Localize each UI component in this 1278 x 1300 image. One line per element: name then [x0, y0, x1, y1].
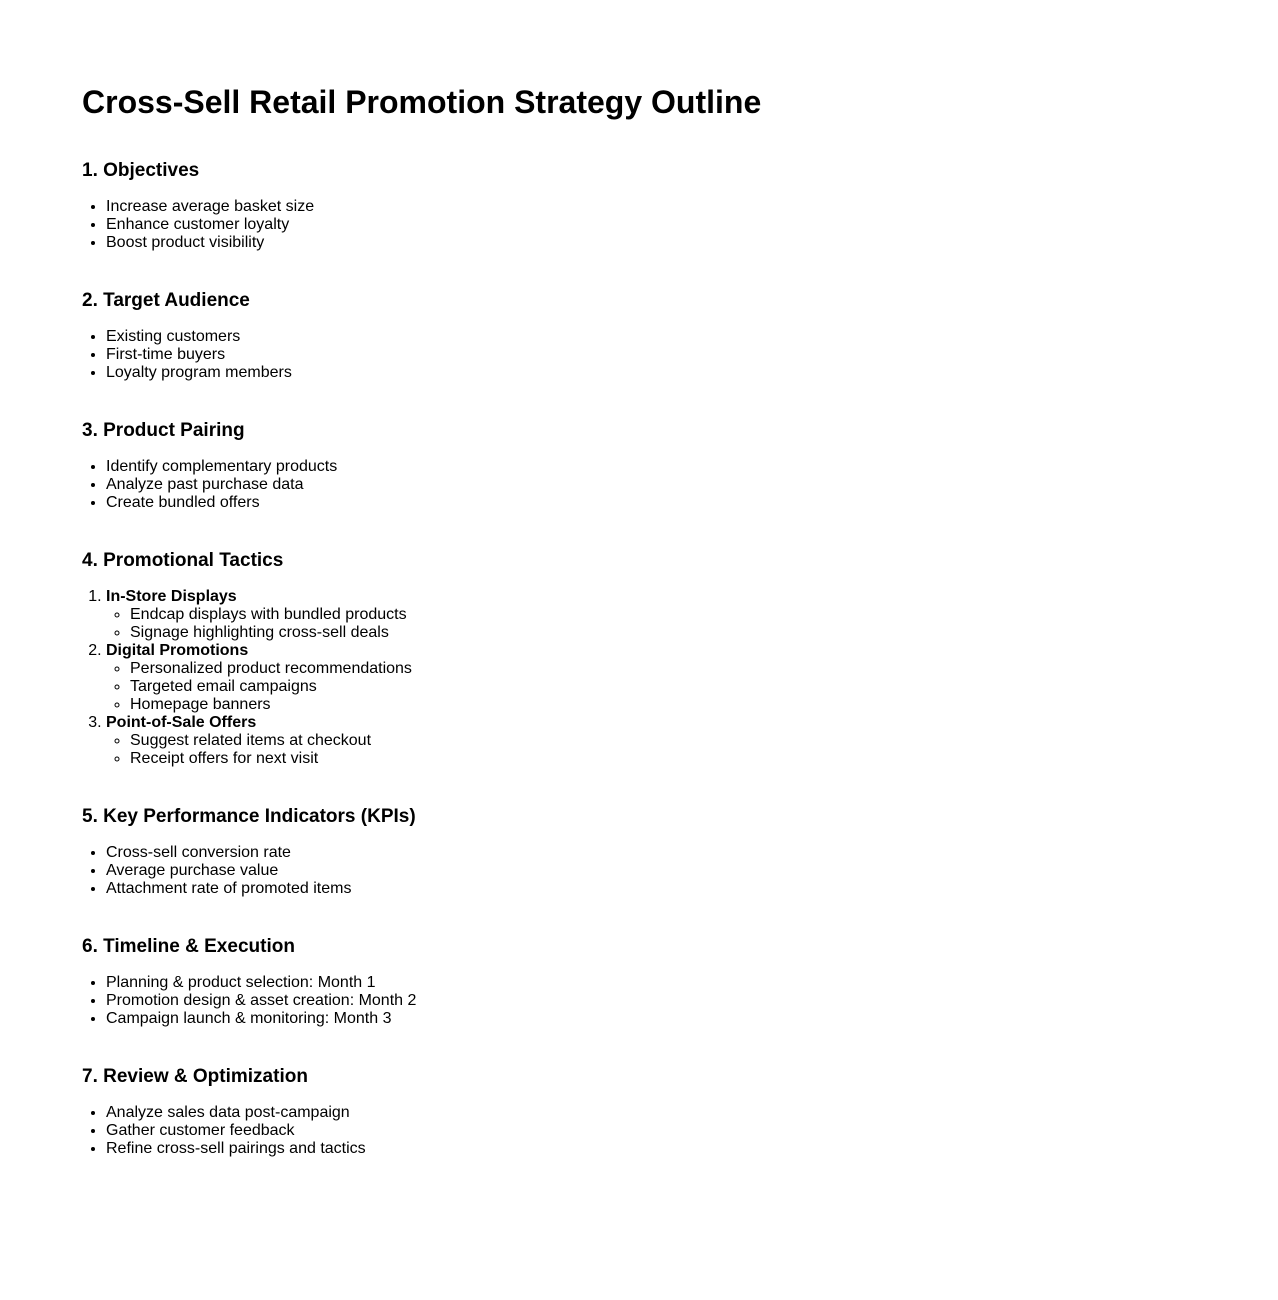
list-item: • Create bundled offers	[106, 494, 1278, 512]
bullet-list	[82, 458, 1278, 512]
section-target-audience	[82, 290, 1278, 382]
list-item: • Planning & product selection: Month 1	[106, 974, 1278, 992]
page-title: Cross-Sell Retail Promotion Strategy Outline	[82, 84, 762, 120]
sub-list	[106, 660, 1278, 714]
list-item: • Existing customers	[106, 328, 1278, 346]
section-heading: 3. Product Pairing	[82, 420, 245, 441]
list-item: • Analyze past purchase data	[106, 476, 1278, 494]
tactic-title: In-Store Displays	[106, 588, 237, 605]
section-heading: 5. Key Performance Indicators (KPIs)	[82, 806, 416, 827]
list-item: • First-time buyers	[106, 346, 1278, 364]
section-heading: 6. Timeline & Execution	[82, 936, 295, 957]
list-item: • Refine cross-sell pairings and tactics	[106, 1140, 1278, 1158]
list-item: • Boost product visibility	[106, 234, 1278, 252]
sub-list	[106, 732, 1278, 768]
tactic-title: Point-of-Sale Offers	[106, 714, 257, 731]
sub-list-item: ◦ Endcap displays with bundled products	[130, 606, 1278, 624]
tactics-list	[82, 588, 1278, 768]
tactic-item	[106, 642, 1278, 714]
list-item: • Average purchase value	[106, 862, 1278, 880]
section-timeline	[82, 936, 1278, 1028]
sub-list-item: ◦ Receipt offers for next visit	[130, 750, 1278, 768]
list-item: • Cross-sell conversion rate	[106, 844, 1278, 862]
tactic-title: Digital Promotions	[106, 642, 249, 659]
list-item: • Loyalty program members	[106, 364, 1278, 382]
list-item: • Increase average basket size	[106, 198, 1278, 216]
bullet-list	[82, 1104, 1278, 1158]
bullet-list	[82, 328, 1278, 382]
section-heading: 4. Promotional Tactics	[82, 550, 284, 571]
list-item: • Promotion design & asset creation: Month 2	[106, 992, 1278, 1010]
sub-list-item: ◦ Targeted email campaigns	[130, 678, 1278, 696]
section-product-pairing	[82, 420, 1278, 512]
tactic-item	[106, 714, 1278, 768]
section-heading: 7. Review & Optimization	[82, 1066, 308, 1087]
section-objectives	[82, 160, 1278, 252]
list-item: • Gather customer feedback	[106, 1122, 1278, 1140]
bullet-list	[82, 974, 1278, 1028]
section-kpis	[82, 806, 1278, 898]
sub-list	[106, 606, 1278, 642]
list-item: • Campaign launch & monitoring: Month 3	[106, 1010, 1278, 1028]
list-item: • Attachment rate of promoted items	[106, 880, 1278, 898]
sub-list-item: ◦ Suggest related items at checkout	[130, 732, 1278, 750]
list-item: • Analyze sales data post-campaign	[106, 1104, 1278, 1122]
sub-list-item: ◦ Personalized product recommendations	[130, 660, 1278, 678]
tactic-item	[106, 588, 1278, 642]
section-promotional-tactics	[82, 550, 1278, 768]
sub-list-item: ◦ Homepage banners	[130, 696, 1278, 714]
list-item: • Enhance customer loyalty	[106, 216, 1278, 234]
section-heading: 2. Target Audience	[82, 290, 250, 311]
bullet-list	[82, 844, 1278, 898]
sub-list-item: ◦ Signage highlighting cross-sell deals	[130, 624, 1278, 642]
bullet-list	[82, 198, 1278, 252]
section-review	[82, 1066, 1278, 1158]
list-item: • Identify complementary products	[106, 458, 1278, 476]
section-heading: 1. Objectives	[82, 160, 200, 181]
